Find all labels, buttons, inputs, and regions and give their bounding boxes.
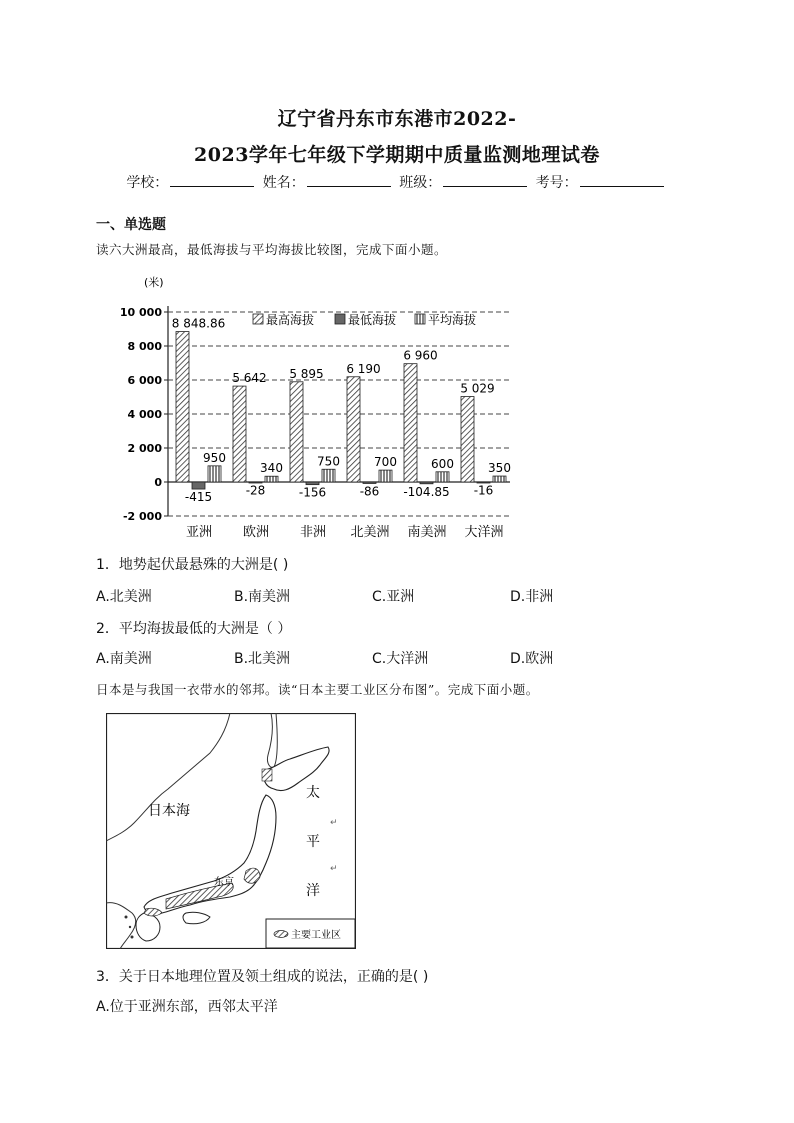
legend-swatch-avg — [415, 314, 425, 324]
legend-label-min: 最低海拔 — [348, 313, 397, 327]
map-mark: ↵ — [330, 864, 338, 874]
bar-max-elevation — [233, 386, 246, 482]
section-title: 一、单选题 — [96, 217, 166, 233]
bar-avg-elevation — [379, 470, 392, 482]
chart-data-label: 5 642 — [232, 371, 267, 386]
q2-option-b[interactable]: B.北美洲 — [234, 651, 291, 667]
question-intro-2: 日本是与我国一衣带水的邻邦。读“日本主要工业区分布图”。完成下面小题。 — [96, 682, 539, 697]
chart-data-label: -86 — [359, 484, 380, 499]
q1-stem: 1．地势起伏最悬殊的大洲是( ) — [96, 557, 289, 573]
school-blank[interactable] — [170, 174, 254, 187]
bar-max-elevation — [461, 397, 474, 482]
q2-option-c[interactable]: C.大洋洲 — [372, 651, 429, 667]
bar-max-elevation — [347, 377, 360, 482]
bar-avg-elevation — [493, 476, 506, 482]
chart-data-label: 340 — [260, 461, 283, 476]
q2-option-a[interactable]: A.南美洲 — [96, 651, 152, 667]
chart-y-tick-label: 8 000 — [127, 340, 162, 353]
q3-stem: 3．关于日本地理位置及领土组成的说法，正确的是( ) — [96, 969, 429, 985]
map-label-ocean-2: 平 — [306, 834, 320, 850]
q1-option-d[interactable]: D.非洲 — [510, 589, 554, 605]
bar-avg-elevation — [265, 476, 278, 482]
legend-label-max: 最高海拔 — [266, 313, 315, 327]
chart-category-label: 亚洲 — [185, 525, 213, 540]
chart-data-label: -104.85 — [403, 484, 450, 499]
japan-industrial-map — [106, 713, 356, 949]
chart-y-tick-label: 6 000 — [127, 374, 162, 387]
map-label-ocean-1: 太 — [306, 785, 320, 801]
question-intro-1: 读六大洲最高，最低海拔与平均海拔比较图，完成下面小题。 — [96, 242, 448, 257]
chart-category-label: 欧洲 — [242, 525, 270, 540]
bar-max-elevation — [290, 382, 303, 482]
industrial-zone-keihin — [244, 868, 260, 883]
chart-data-label: 6 960 — [403, 348, 438, 363]
chart-category-label: 南美洲 — [407, 525, 447, 540]
chart-data-label: 700 — [374, 455, 397, 470]
chart-y-unit: (米) — [144, 276, 164, 289]
legend-label-avg: 平均海拔 — [428, 313, 477, 327]
chart-data-label: -28 — [245, 483, 266, 498]
chart-y-tick-label: -2 000 — [122, 510, 162, 523]
chart-y-tick-label: 2 000 — [127, 442, 162, 455]
chart-data-label: 5 895 — [289, 366, 324, 381]
chart-category-label: 非洲 — [299, 525, 327, 540]
class-blank[interactable] — [443, 174, 527, 187]
q3-option-a[interactable]: A.位于亚洲东部，西邻太平洋 — [96, 999, 278, 1015]
chart-data-label: -415 — [184, 490, 213, 505]
small-island — [125, 916, 128, 919]
name-label: 姓名： — [262, 175, 305, 191]
bar-min-elevation — [306, 482, 319, 485]
bar-avg-elevation — [436, 472, 449, 482]
q1-option-b[interactable]: B.南美洲 — [234, 589, 291, 605]
bar-avg-elevation — [208, 466, 221, 482]
school-label: 学校： — [126, 175, 169, 191]
bar-max-elevation — [176, 332, 189, 482]
chart-data-label: 8 848.86 — [171, 316, 226, 331]
chart-data-label: 750 — [317, 454, 340, 469]
number-blank[interactable] — [580, 174, 664, 187]
class-label: 班级： — [399, 175, 442, 191]
q1-option-c[interactable]: C.亚洲 — [372, 589, 415, 605]
chart-y-tick-label: 4 000 — [127, 408, 162, 421]
chart-category-label: 北美洲 — [350, 525, 390, 540]
chart-data-label: 5 029 — [460, 381, 495, 396]
chart-data-label: 600 — [431, 456, 454, 471]
chart-data-label: 950 — [203, 450, 226, 465]
bar-max-elevation — [404, 364, 417, 482]
student-info-row — [0, 172, 794, 192]
map-legend-label: 主要工业区 — [291, 930, 341, 941]
elevation-chart — [110, 270, 530, 545]
paper-title-line2: 2023学年七年级下学期期中质量监测地理试卷 — [194, 144, 600, 166]
chart-data-label: -156 — [298, 485, 327, 500]
industrial-zone-hokkaido — [262, 769, 272, 781]
chart-legend — [253, 312, 476, 327]
paper-title-line1: 辽宁省丹东市东港市2022- — [277, 108, 517, 130]
bar-min-elevation — [420, 482, 433, 484]
bar-min-elevation — [192, 482, 205, 489]
small-island — [131, 936, 134, 939]
chart-y-tick-label: 10 000 — [119, 306, 162, 319]
small-island — [129, 926, 131, 928]
legend-swatch-max — [253, 314, 263, 324]
q1-option-a[interactable]: A.北美洲 — [96, 589, 152, 605]
map-label-sea: 日本海 — [148, 803, 190, 819]
number-label: 考号： — [535, 175, 578, 191]
bar-avg-elevation — [322, 469, 335, 482]
chart-data-label: 6 190 — [346, 361, 381, 376]
map-legend-swatch — [274, 931, 288, 938]
q2-option-d[interactable]: D.欧洲 — [510, 651, 554, 667]
chart-data-label: 350 — [488, 461, 511, 476]
map-label-city: 东京 — [214, 877, 234, 888]
chart-data-label: -16 — [473, 483, 494, 498]
chart-y-tick-label: 0 — [154, 476, 162, 489]
bar-min-elevation — [363, 482, 376, 483]
map-label-ocean-3: 洋 — [306, 883, 320, 899]
map-mark: ↵ — [330, 818, 338, 828]
legend-swatch-min — [335, 314, 345, 324]
name-blank[interactable] — [307, 174, 391, 187]
q2-stem: 2．平均海拔最低的大洲是（ ） — [96, 621, 292, 637]
chart-category-label: 大洋洲 — [464, 525, 504, 540]
